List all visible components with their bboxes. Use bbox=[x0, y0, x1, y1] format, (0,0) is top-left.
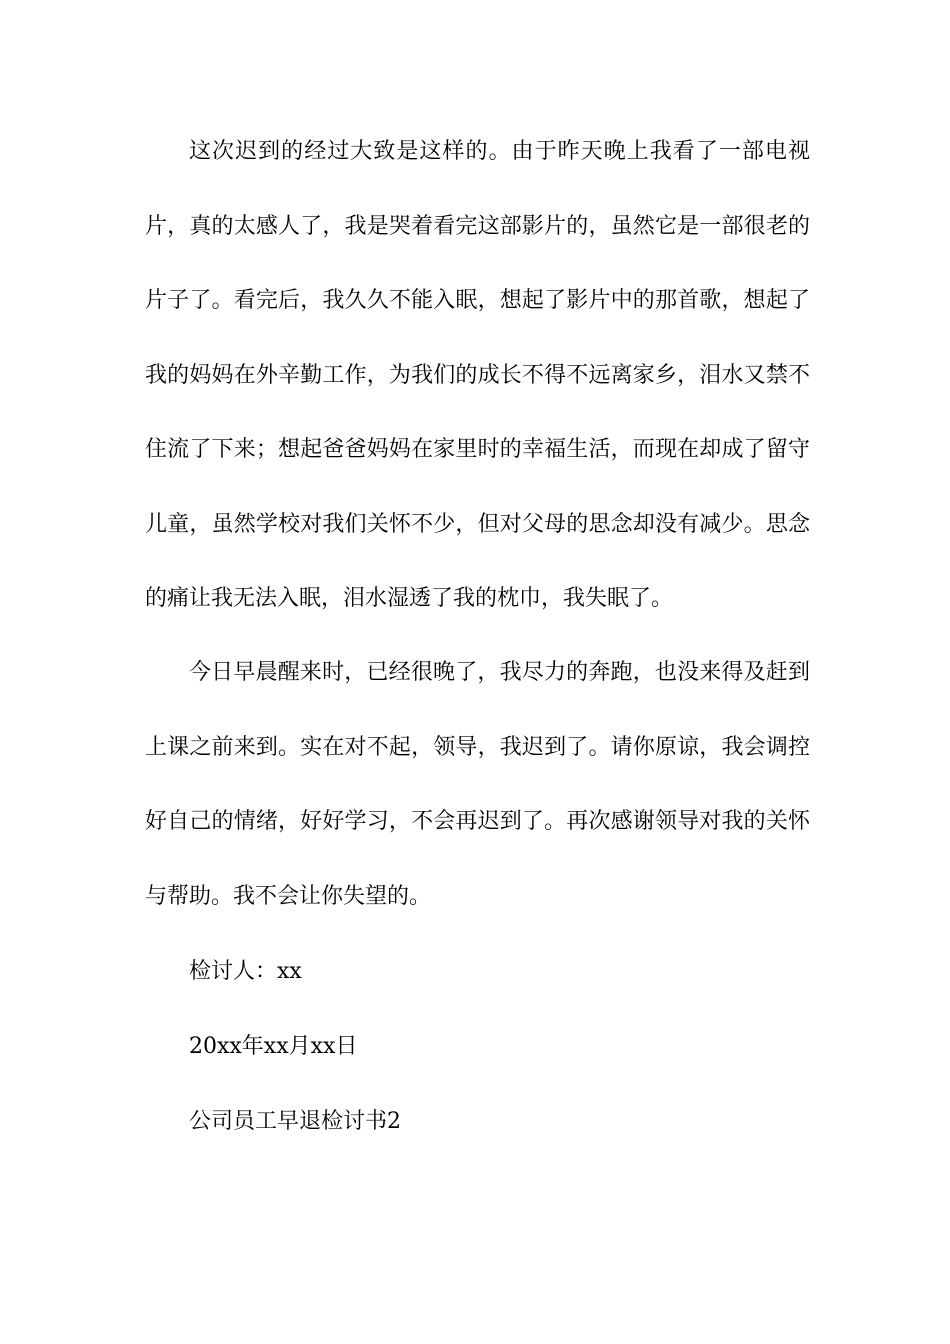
paragraph-2: 今日早晨醒来时，已经很晚了，我尽力的奔跑，也没来得及赶到上课之前来到。实在对不起，领导，我迟到了。请你原谅，我会调控好自己的情绪，好好学习，不会再迟到了。再次感谢领导对我的关怀与帮助。我不会让你失望的。 bbox=[145, 660, 810, 909]
signature-line: 检讨人：xx bbox=[189, 959, 302, 984]
paragraph-1: 这次迟到的经过大致是这样的。由于昨天晚上我看了一部电视片，真的太感人了，我是哭着看完这部影片的，虽然它是一部很老的片子了。看完后，我久久不能入眠，想起了影片中的那首歌，想起了我的妈妈在外辛勤工作，为我们的成长不得不远离家乡，泪水又禁不住流了下来；想起爸爸妈妈在家里时的幸福生活，而现在却成了留守儿童，虽然学校对我们关怀不少，但对父母的思念却没有减少。思念的痛让我无法入眠，泪水湿透了我的枕巾，我失眠了。 bbox=[145, 139, 810, 611]
date-line: 20xx年xx月xx日 bbox=[189, 1034, 358, 1059]
next-section-title: 公司员工早退检讨书2 bbox=[189, 1109, 401, 1134]
